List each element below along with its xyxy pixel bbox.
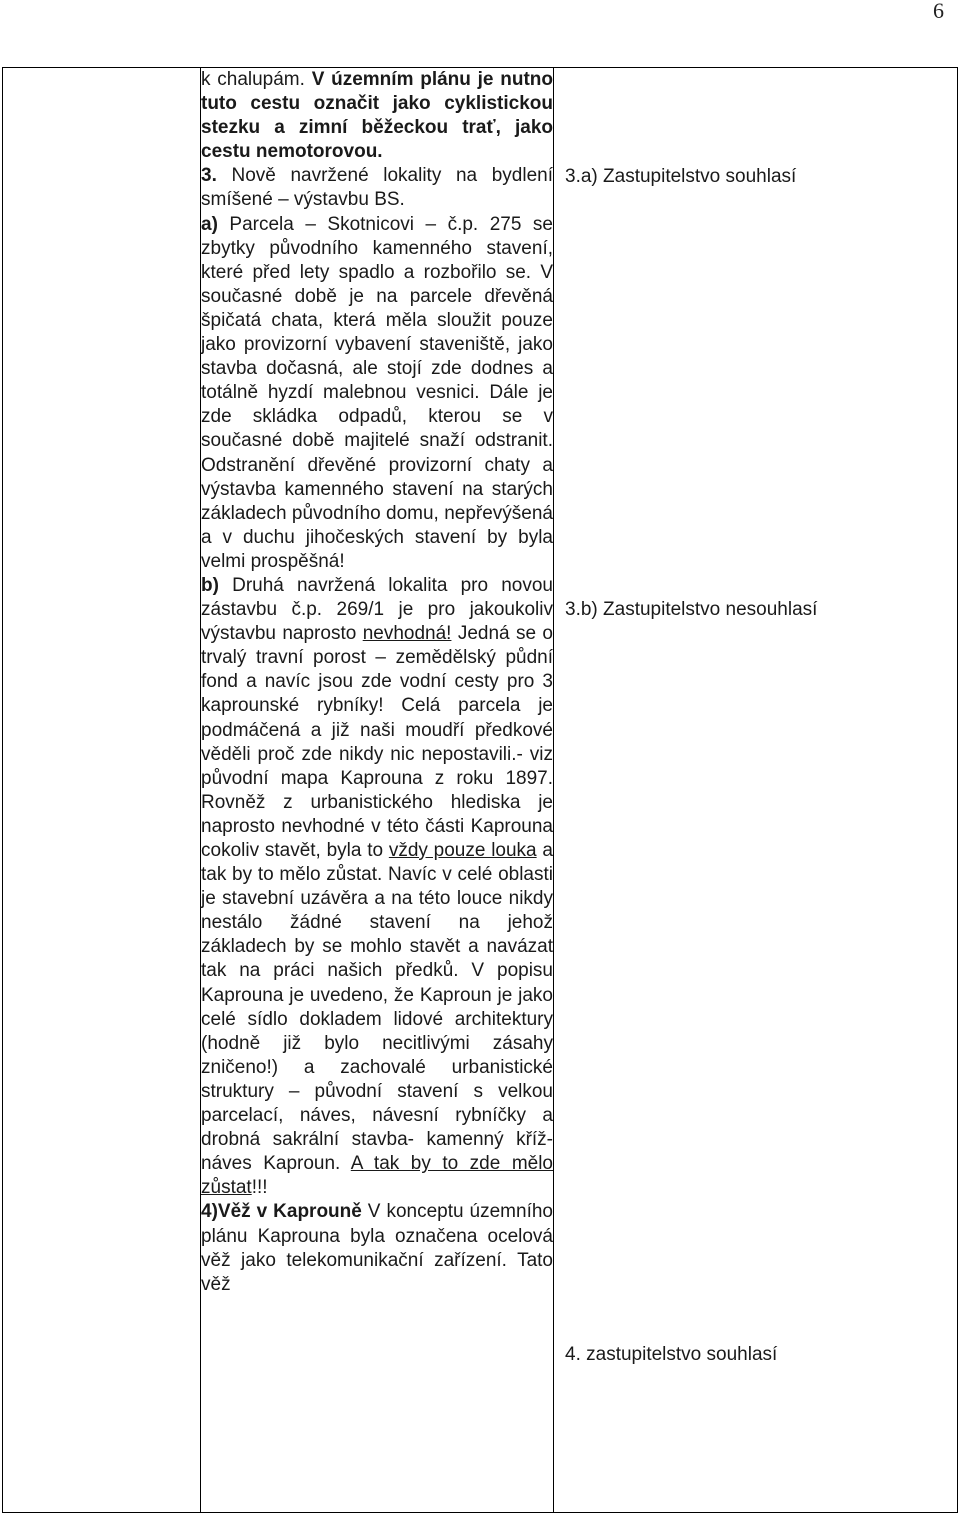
section-3b-ending: !!! bbox=[251, 1177, 268, 1199]
response-4: 4. zastupitelstvo souhlasí bbox=[565, 1344, 778, 1365]
section-3-number: 3. bbox=[201, 165, 217, 187]
paragraph-path-intro bbox=[201, 68, 553, 164]
section-4-paragraph bbox=[201, 1200, 553, 1296]
section-3b-text-1: Druhá navržená lokalita pro novou zástavbu č.p. 269/1 je pro jakoukoliv výstavbu naprosto bbox=[201, 574, 553, 645]
section-3a-text: Parcela – Skotnicovi – č.p. 275 se zbytky původního kamenného stavení, které před lety spadlo a rozbořilo se. V současné době je na parcele dřevěná špičatá chata, která měla sloužit pouze jako provizorní vybavení staveniště, jako stavba dočasná, ale stojí zde dodnes a totálně hyzdí malebnou vesnici. Dále je zde skládka odpadů, kterou se v současné době majitelé snaží odstranit. Odstranění dřevěné provizorní chaty a výstavba kamenného stavení na starých základech původního domu, nepřevýšená a v duchu jihočeských stavení by byla velmi prospěšná! bbox=[201, 213, 553, 572]
path-text-bold: V územním plánu je nutno tuto cestu označit jako cyklistickou stezku a zimní běžeckou trať, jako cestu nemotorovou. bbox=[201, 69, 553, 163]
section-3a-paragraph bbox=[201, 213, 553, 574]
section-3-text: Nově navržené lokality na bydlení smíšené – výstavbu BS. bbox=[201, 165, 553, 211]
section-3b-underlined-2: vždy pouze louka bbox=[388, 840, 537, 861]
section-3b-text-2: Jedná se o trvalý travní porost – zemědělský půdní fond a navíc jsou zde vodní cesty pro 3 kaprounské rybníky! Celá parcela je podmáčená a již naši moudří předkové věděli proč zde nikdy nic nepostavili.- viz původní mapa Kaprouna z roku 1897. Rovněž z urbanistického hlediska je naprosto nevhodné v této části Kaprouna cokoliv stavět, byla to bbox=[201, 623, 553, 861]
section-4-text: V konceptu územního plánu Kaprouna byla označena ocelová věž jako telekomunikační zařízení. Tato věž bbox=[201, 1201, 553, 1295]
section-3b-label: b) bbox=[201, 574, 219, 596]
section-3-heading bbox=[201, 164, 553, 212]
response-3a: 3.a) Zastupitelstvo souhlasí bbox=[565, 166, 797, 187]
comment-text-cell bbox=[201, 68, 554, 1513]
path-text-lead: k chalupám. bbox=[201, 69, 312, 90]
section-4-label: 4)Věž v Kaprouně bbox=[201, 1201, 362, 1223]
section-3b-text-3: a tak by to mělo zůstat. Navíc v celé oblasti je stavební uzávěra a na této louce nikdy nestálo žádné stavení na jehož základech by se mohlo stavět a navázat tak na práci našich předků. V popisu Kaprouna je uvedeno, že Kaproun je jako celé sídlo dokladem lidové architektury (hodně již bylo necitlivými zásahy zničeno!) a zachovalé urbanistické struktury – původní stavení s velkou parcelací, náves, návesní rybníčky a drobná sakrální stavba- kamenný kříž-náves Kaproun. bbox=[201, 840, 553, 1175]
section-3a-label: a) bbox=[201, 213, 218, 235]
response-cell bbox=[554, 68, 958, 1513]
section-3b-underlined-1: nevhodná! bbox=[362, 623, 452, 645]
page-number: 6 bbox=[933, 0, 944, 23]
section-3b-paragraph bbox=[201, 574, 553, 1200]
response-3b: 3.b) Zastupitelstvo nesouhlasí bbox=[565, 599, 818, 620]
table-row bbox=[3, 68, 958, 1513]
empty-column-cell bbox=[3, 68, 201, 1513]
section-3b-underlined-3: A tak by to zde mělo zůstat bbox=[201, 1153, 554, 1199]
comments-table bbox=[2, 67, 958, 1513]
